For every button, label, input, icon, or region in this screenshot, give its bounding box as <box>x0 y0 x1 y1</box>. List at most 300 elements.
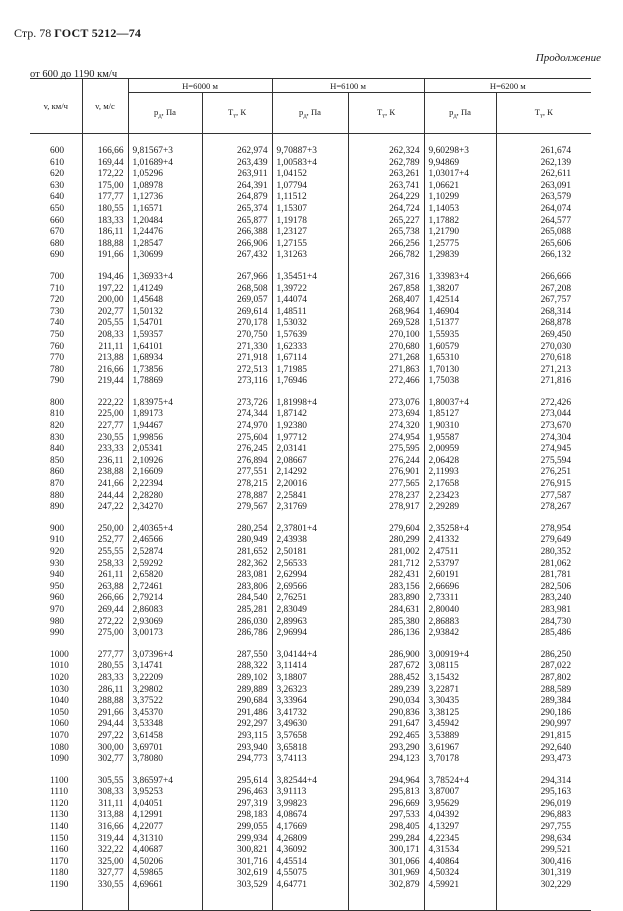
block-spacer <box>30 766 591 776</box>
cell-v-ms: 313,88 <box>82 810 128 822</box>
cell-v-kmh: 1080 <box>30 743 82 755</box>
cell-p-6100: 3,18807 <box>272 673 348 685</box>
cell-p-6100: 4,55075 <box>272 868 348 880</box>
cell-v-kmh: 860 <box>30 467 82 479</box>
cell-p-6100: 3,99823 <box>272 799 348 811</box>
table-row <box>30 880 591 892</box>
cell-p-6200: 2,11993 <box>424 467 496 479</box>
block-spacer <box>30 892 591 911</box>
cell-t-6000: 274,344 <box>202 409 272 421</box>
cell-p-6000: 4,59865 <box>128 868 202 880</box>
cell-t-6100: 273,694 <box>348 409 424 421</box>
cell-p-6100: 2,25841 <box>272 491 348 503</box>
cell-t-6100: 263,741 <box>348 181 424 193</box>
cell-t-6200: 296,019 <box>496 799 591 811</box>
cell-v-ms: 286,11 <box>82 685 128 697</box>
cell-t-6000: 268,508 <box>202 284 272 296</box>
cell-t-6200: 273,670 <box>496 421 591 433</box>
cell-p-6200: 2,60191 <box>424 570 496 582</box>
cell-v-kmh: 810 <box>30 409 82 421</box>
cell-p-6100: 1,00583+4 <box>272 158 348 170</box>
table-row <box>30 559 591 571</box>
cell-p-6100: 1,71985 <box>272 365 348 377</box>
cell-v-ms: 197,22 <box>82 284 128 296</box>
table-row <box>30 524 591 536</box>
cell-t-6200: 280,352 <box>496 547 591 559</box>
cell-t-6000: 295,614 <box>202 776 272 788</box>
cell-v-kmh: 1110 <box>30 787 82 799</box>
table-row <box>30 250 591 262</box>
cell-t-6200: 268,878 <box>496 318 591 330</box>
cell-t-6000: 289,102 <box>202 673 272 685</box>
table-row <box>30 272 591 284</box>
cell-p-6000: 1,64101 <box>128 342 202 354</box>
cell-v-ms: 202,77 <box>82 307 128 319</box>
cell-p-6100: 2,50181 <box>272 547 348 559</box>
cell-v-kmh: 610 <box>30 158 82 170</box>
cell-p-6000: 2,59292 <box>128 559 202 571</box>
data-table-wrapper <box>30 78 591 911</box>
cell-v-ms: 311,11 <box>82 799 128 811</box>
cell-v-ms: 191,66 <box>82 250 128 262</box>
cell-t-6200: 283,981 <box>496 605 591 617</box>
cell-p-6200: 2,35258+4 <box>424 524 496 536</box>
cell-v-ms: 236,11 <box>82 456 128 468</box>
table-row <box>30 409 591 421</box>
group-header-6000: H=6000 м <box>128 79 272 93</box>
cell-p-6200: 3,22871 <box>424 685 496 697</box>
cell-v-kmh: 840 <box>30 444 82 456</box>
cell-p-6000: 4,22077 <box>128 822 202 834</box>
cell-p-6200: 1,70130 <box>424 365 496 377</box>
cell-t-6100: 280,299 <box>348 535 424 547</box>
cell-p-6100: 1,35451+4 <box>272 272 348 284</box>
cell-t-6000: 286,786 <box>202 628 272 640</box>
cell-t-6000: 274,970 <box>202 421 272 433</box>
cell-v-ms: 194,46 <box>82 272 128 284</box>
cell-v-ms: 272,22 <box>82 617 128 629</box>
cell-p-6200: 1,10299 <box>424 192 496 204</box>
cell-t-6100: 301,969 <box>348 868 424 880</box>
cell-t-6100: 294,964 <box>348 776 424 788</box>
cell-t-6000: 263,911 <box>202 169 272 181</box>
cell-t-6200: 264,074 <box>496 204 591 216</box>
cell-p-6000: 2,46566 <box>128 535 202 547</box>
cell-v-ms: 208,33 <box>82 330 128 342</box>
cell-t-6000: 288,322 <box>202 661 272 673</box>
cell-p-6000: 4,50206 <box>128 857 202 869</box>
table-row <box>30 535 591 547</box>
cell-t-6000: 300,821 <box>202 845 272 857</box>
cell-p-6100: 1,53032 <box>272 318 348 330</box>
cell-t-6100: 286,900 <box>348 650 424 662</box>
cell-t-6200: 278,267 <box>496 502 591 514</box>
cell-v-kmh: 870 <box>30 479 82 491</box>
cell-p-6100: 1,62333 <box>272 342 348 354</box>
cell-v-kmh: 750 <box>30 330 82 342</box>
cell-p-6000: 1,68934 <box>128 353 202 365</box>
cell-p-6200: 1,06621 <box>424 181 496 193</box>
cell-p-6000: 2,05341 <box>128 444 202 456</box>
cell-v-kmh: 1090 <box>30 754 82 766</box>
cell-p-6200: 2,41332 <box>424 535 496 547</box>
cell-p-6000: 2,34270 <box>128 502 202 514</box>
cell-t-6000: 290,684 <box>202 696 272 708</box>
cell-t-6100: 291,647 <box>348 719 424 731</box>
cell-t-6200: 266,666 <box>496 272 591 284</box>
cell-p-6000: 4,04051 <box>128 799 202 811</box>
cell-t-6200: 292,640 <box>496 743 591 755</box>
cell-v-ms: 183,33 <box>82 216 128 228</box>
cell-v-kmh: 780 <box>30 365 82 377</box>
cell-p-6100: 2,56533 <box>272 559 348 571</box>
cell-p-6200: 1,75038 <box>424 376 496 388</box>
cell-t-6100: 266,256 <box>348 239 424 251</box>
cell-p-6000: 1,24476 <box>128 227 202 239</box>
cell-t-6000: 280,254 <box>202 524 272 536</box>
cell-t-6200: 276,251 <box>496 467 591 479</box>
cell-t-6200: 282,506 <box>496 582 591 594</box>
cell-t-6200: 270,030 <box>496 342 591 354</box>
cell-t-6100: 267,316 <box>348 272 424 284</box>
cell-p-6100: 1,31263 <box>272 250 348 262</box>
cell-t-6000: 271,330 <box>202 342 272 354</box>
cell-t-6000: 301,716 <box>202 857 272 869</box>
table-row <box>30 398 591 410</box>
cell-v-kmh: 820 <box>30 421 82 433</box>
cell-v-kmh: 940 <box>30 570 82 582</box>
table-row <box>30 295 591 307</box>
cell-p-6100: 3,04144+4 <box>272 650 348 662</box>
cell-t-6100: 266,782 <box>348 250 424 262</box>
cell-v-kmh: 1180 <box>30 868 82 880</box>
cell-p-6000: 3,22209 <box>128 673 202 685</box>
cell-t-6200: 274,304 <box>496 433 591 445</box>
cell-p-6100: 2,69566 <box>272 582 348 594</box>
cell-v-ms: 227,77 <box>82 421 128 433</box>
cell-t-6200: 301,319 <box>496 868 591 880</box>
cell-t-6000: 263,439 <box>202 158 272 170</box>
cell-v-ms: 186,11 <box>82 227 128 239</box>
col-header-pressure-6200: $p_д$, Па <box>424 93 496 134</box>
cell-v-kmh: 680 <box>30 239 82 251</box>
cell-t-6200: 267,208 <box>496 284 591 296</box>
cell-p-6200: 2,29289 <box>424 502 496 514</box>
table-row <box>30 731 591 743</box>
cell-t-6200: 269,450 <box>496 330 591 342</box>
cell-t-6000: 284,540 <box>202 593 272 605</box>
table-row <box>30 491 591 503</box>
cell-v-kmh: 1000 <box>30 650 82 662</box>
table-row <box>30 239 591 251</box>
table-row <box>30 421 591 433</box>
cell-p-6200: 2,47511 <box>424 547 496 559</box>
cell-t-6100: 273,076 <box>348 398 424 410</box>
cell-p-6100: 3,74113 <box>272 754 348 766</box>
cell-p-6200: 1,21790 <box>424 227 496 239</box>
cell-p-6100: 2,08667 <box>272 456 348 468</box>
cell-v-ms: 230,55 <box>82 433 128 445</box>
cell-t-6200: 300,416 <box>496 857 591 869</box>
cell-v-ms: 261,11 <box>82 570 128 582</box>
cell-v-ms: 222,22 <box>82 398 128 410</box>
cell-v-kmh: 1070 <box>30 731 82 743</box>
cell-v-kmh: 880 <box>30 491 82 503</box>
cell-p-6200: 3,78524+4 <box>424 776 496 788</box>
cell-p-6200: 1,38207 <box>424 284 496 296</box>
cell-t-6200: 297,755 <box>496 822 591 834</box>
cell-t-6100: 269,528 <box>348 318 424 330</box>
cell-v-kmh: 890 <box>30 502 82 514</box>
cell-p-6100: 4,17669 <box>272 822 348 834</box>
cell-v-kmh: 740 <box>30 318 82 330</box>
cell-v-ms: 241,66 <box>82 479 128 491</box>
table-row <box>30 743 591 755</box>
table-row <box>30 582 591 594</box>
table-row <box>30 169 591 181</box>
cell-p-6000: 1,20484 <box>128 216 202 228</box>
cell-p-6200: 2,80040 <box>424 605 496 617</box>
cell-p-6200: 2,86883 <box>424 617 496 629</box>
cell-t-6200: 295,163 <box>496 787 591 799</box>
cell-v-kmh: 710 <box>30 284 82 296</box>
cell-t-6000: 262,974 <box>202 146 272 158</box>
cell-t-6100: 290,034 <box>348 696 424 708</box>
cell-t-6200: 263,579 <box>496 192 591 204</box>
cell-v-kmh: 800 <box>30 398 82 410</box>
cell-v-kmh: 1030 <box>30 685 82 697</box>
table-row <box>30 502 591 514</box>
cell-p-6100: 2,37801+4 <box>272 524 348 536</box>
table-row <box>30 776 591 788</box>
cell-v-kmh: 970 <box>30 605 82 617</box>
cell-p-6000: 1,45648 <box>128 295 202 307</box>
cell-t-6000: 278,887 <box>202 491 272 503</box>
table-row <box>30 673 591 685</box>
cell-p-6100: 3,11414 <box>272 661 348 673</box>
cell-p-6200: 4,04392 <box>424 810 496 822</box>
cell-t-6100: 281,002 <box>348 547 424 559</box>
cell-t-6100: 299,284 <box>348 834 424 846</box>
table-row <box>30 617 591 629</box>
cell-v-kmh: 1140 <box>30 822 82 834</box>
cell-p-6200: 3,45942 <box>424 719 496 731</box>
cell-t-6100: 276,901 <box>348 467 424 479</box>
table-row <box>30 146 591 158</box>
table-body <box>30 134 591 911</box>
cell-p-6000: 3,37522 <box>128 696 202 708</box>
cell-p-6200: 3,15432 <box>424 673 496 685</box>
cell-v-ms: 280,55 <box>82 661 128 673</box>
cell-t-6000: 277,551 <box>202 467 272 479</box>
cell-t-6200: 271,213 <box>496 365 591 377</box>
table-row <box>30 307 591 319</box>
cell-v-kmh: 600 <box>30 146 82 158</box>
cell-p-6200: 3,53889 <box>424 731 496 743</box>
cell-p-6200: 2,23423 <box>424 491 496 503</box>
cell-v-kmh: 1190 <box>30 880 82 892</box>
cell-v-kmh: 1050 <box>30 708 82 720</box>
cell-t-6200: 266,132 <box>496 250 591 262</box>
cell-p-6000: 3,61458 <box>128 731 202 743</box>
cell-v-kmh: 920 <box>30 547 82 559</box>
cell-t-6000: 281,652 <box>202 547 272 559</box>
cell-t-6100: 302,879 <box>348 880 424 892</box>
cell-t-6200: 276,915 <box>496 479 591 491</box>
col-header-v-ms: v, м/с <box>82 79 128 134</box>
cell-p-6200: 2,06428 <box>424 456 496 468</box>
cell-t-6200: 265,606 <box>496 239 591 251</box>
cell-t-6000: 271,918 <box>202 353 272 365</box>
cell-t-6200: 302,229 <box>496 880 591 892</box>
cell-t-6200: 286,250 <box>496 650 591 662</box>
cell-v-ms: 277,77 <box>82 650 128 662</box>
cell-v-ms: 330,55 <box>82 880 128 892</box>
cell-t-6100: 281,712 <box>348 559 424 571</box>
cell-p-6100: 4,36092 <box>272 845 348 857</box>
table-row <box>30 158 591 170</box>
cell-p-6100: 1,04152 <box>272 169 348 181</box>
cell-p-6000: 1,05296 <box>128 169 202 181</box>
cell-p-6100: 3,33964 <box>272 696 348 708</box>
cell-p-6100: 1,92380 <box>272 421 348 433</box>
cell-t-6200: 296,883 <box>496 810 591 822</box>
cell-t-6100: 265,738 <box>348 227 424 239</box>
cell-t-6000: 287,550 <box>202 650 272 662</box>
cell-v-ms: 205,55 <box>82 318 128 330</box>
cell-v-ms: 275,00 <box>82 628 128 640</box>
cell-p-6000: 2,16609 <box>128 467 202 479</box>
cell-p-6200: 1,95587 <box>424 433 496 445</box>
cell-p-6000: 2,72461 <box>128 582 202 594</box>
cell-v-ms: 325,00 <box>82 857 128 869</box>
cell-v-ms: 180,55 <box>82 204 128 216</box>
cell-p-6200: 4,40864 <box>424 857 496 869</box>
cell-v-ms: 172,22 <box>82 169 128 181</box>
cell-v-kmh: 730 <box>30 307 82 319</box>
cell-v-kmh: 950 <box>30 582 82 594</box>
table-row <box>30 227 591 239</box>
cell-p-6200: 1,60579 <box>424 342 496 354</box>
cell-v-ms: 188,88 <box>82 239 128 251</box>
cell-t-6000: 276,245 <box>202 444 272 456</box>
cell-t-6200: 261,674 <box>496 146 591 158</box>
table-row <box>30 708 591 720</box>
cell-p-6000: 3,00173 <box>128 628 202 640</box>
table-row <box>30 456 591 468</box>
cell-p-6000: 4,40687 <box>128 845 202 857</box>
cell-t-6100: 283,890 <box>348 593 424 605</box>
block-spacer <box>30 640 591 650</box>
table-row <box>30 192 591 204</box>
cell-p-6100: 4,26809 <box>272 834 348 846</box>
cell-v-ms: 283,33 <box>82 673 128 685</box>
cell-p-6000: 2,65820 <box>128 570 202 582</box>
cell-t-6000: 270,750 <box>202 330 272 342</box>
cell-v-ms: 219,44 <box>82 376 128 388</box>
cell-t-6100: 293,290 <box>348 743 424 755</box>
cell-p-6000: 1,78869 <box>128 376 202 388</box>
cell-t-6200: 278,954 <box>496 524 591 536</box>
cell-t-6000: 267,432 <box>202 250 272 262</box>
table-row <box>30 181 591 193</box>
cell-p-6100: 3,65818 <box>272 743 348 755</box>
cell-t-6200: 262,139 <box>496 158 591 170</box>
cell-t-6000: 273,726 <box>202 398 272 410</box>
col-header-temperature-6100: $T_т$, К <box>348 93 424 134</box>
cell-v-kmh: 1040 <box>30 696 82 708</box>
table-row <box>30 822 591 834</box>
cell-p-6100: 4,45514 <box>272 857 348 869</box>
cell-t-6000: 294,773 <box>202 754 272 766</box>
cell-v-ms: 175,00 <box>82 181 128 193</box>
cell-t-6000: 285,281 <box>202 605 272 617</box>
cell-p-6200: 1,03017+4 <box>424 169 496 181</box>
cell-t-6000: 293,115 <box>202 731 272 743</box>
cell-p-6100: 1,07794 <box>272 181 348 193</box>
table-row <box>30 661 591 673</box>
cell-p-6200: 4,22345 <box>424 834 496 846</box>
table-row <box>30 216 591 228</box>
table-row <box>30 834 591 846</box>
cell-p-6200: 9,60298+3 <box>424 146 496 158</box>
cell-p-6000: 3,53348 <box>128 719 202 731</box>
cell-t-6000: 276,894 <box>202 456 272 468</box>
table-row <box>30 857 591 869</box>
col-header-v-kmh: v, км/ч <box>30 79 82 134</box>
cell-v-kmh: 660 <box>30 216 82 228</box>
cell-v-ms: 302,77 <box>82 754 128 766</box>
cell-t-6100: 263,261 <box>348 169 424 181</box>
cell-t-6100: 296,669 <box>348 799 424 811</box>
cell-t-6100: 275,595 <box>348 444 424 456</box>
cell-v-ms: 266,66 <box>82 593 128 605</box>
cell-p-6000: 3,07396+4 <box>128 650 202 662</box>
table-row <box>30 353 591 365</box>
cell-p-6000: 1,36933+4 <box>128 272 202 284</box>
col-header-pressure-6000: $p_д$, Па <box>128 93 202 134</box>
cell-p-6200: 1,80037+4 <box>424 398 496 410</box>
group-header-6100: H=6100 м <box>272 79 424 93</box>
table-row <box>30 467 591 479</box>
cell-p-6000: 1,01689+4 <box>128 158 202 170</box>
cell-v-ms: 225,00 <box>82 409 128 421</box>
cell-t-6200: 291,815 <box>496 731 591 743</box>
cell-v-kmh: 1100 <box>30 776 82 788</box>
cell-p-6000: 1,54701 <box>128 318 202 330</box>
cell-t-6000: 286,030 <box>202 617 272 629</box>
cell-v-kmh: 1150 <box>30 834 82 846</box>
cell-t-6200: 262,611 <box>496 169 591 181</box>
cell-v-ms: 316,66 <box>82 822 128 834</box>
cell-v-kmh: 830 <box>30 433 82 445</box>
cell-t-6000: 265,374 <box>202 204 272 216</box>
cell-t-6000: 273,116 <box>202 376 272 388</box>
cell-p-6100: 1,27155 <box>272 239 348 251</box>
cell-t-6200: 290,997 <box>496 719 591 731</box>
cell-p-6100: 2,83049 <box>272 605 348 617</box>
table-row <box>30 204 591 216</box>
cell-v-ms: 177,77 <box>82 192 128 204</box>
cell-t-6100: 276,244 <box>348 456 424 468</box>
cell-t-6100: 297,533 <box>348 810 424 822</box>
cell-p-6100: 2,89963 <box>272 617 348 629</box>
table-row <box>30 685 591 697</box>
cell-t-6000: 293,940 <box>202 743 272 755</box>
cell-v-ms: 263,88 <box>82 582 128 594</box>
table-row <box>30 318 591 330</box>
cell-t-6000: 296,463 <box>202 787 272 799</box>
